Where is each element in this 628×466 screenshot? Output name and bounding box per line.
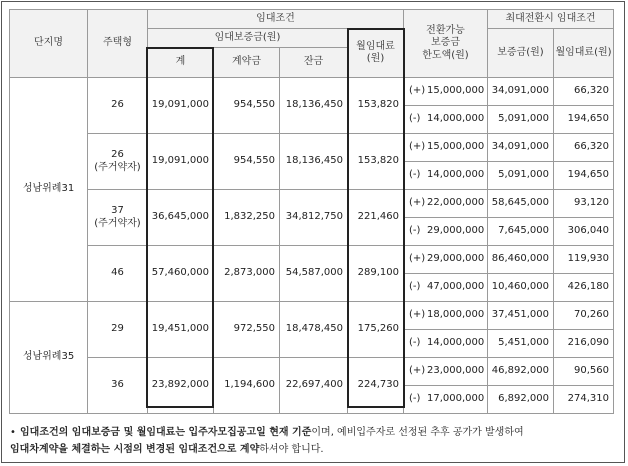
- conversion-sign: (+): [409, 309, 426, 321]
- limit-value: 18,000,000: [427, 309, 485, 321]
- header-deposit-group: 임대보증금(원): [148, 29, 348, 48]
- deposit-contract: 954,550: [214, 78, 280, 134]
- conversion-sign: (+): [409, 141, 426, 153]
- max-rent: 90,560: [554, 358, 614, 386]
- footnote: [10, 424, 620, 458]
- table-row: [10, 358, 614, 386]
- conversion-sign: (-): [409, 113, 421, 125]
- header-lease-conditions: 임대조건: [148, 10, 404, 29]
- housing-type: 26: [88, 78, 148, 134]
- monthly-rent: 153,820: [348, 78, 404, 134]
- max-rent: 306,040: [554, 218, 614, 246]
- housing-type: 37 (주거약자): [88, 190, 148, 246]
- deposit-total: 36,645,000: [148, 190, 214, 246]
- max-rent: 119,930: [554, 246, 614, 274]
- header-convertible-limit: 전환가능 보증금 한도액(원): [404, 10, 488, 78]
- conversion-sign: (+): [409, 197, 426, 209]
- header-max-conversion: 최대전환시 임대조건: [488, 10, 614, 29]
- convertible-limit: [404, 330, 488, 358]
- max-deposit: 5,091,000: [488, 106, 554, 134]
- max-deposit: 37,451,000: [488, 302, 554, 330]
- limit-value: 47,000,000: [427, 281, 485, 293]
- limit-value: 15,000,000: [427, 141, 485, 153]
- limit-value: 29,000,000: [427, 225, 485, 237]
- max-deposit: 34,091,000: [488, 134, 554, 162]
- max-rent: 426,180: [554, 274, 614, 302]
- table-row: [10, 246, 614, 274]
- note-text-2: 하셔야 합니다.: [259, 444, 324, 455]
- deposit-balance: 18,136,450: [280, 134, 348, 190]
- max-deposit: 34,091,000: [488, 78, 554, 106]
- header-monthly-rent: 월임대료 (원): [348, 29, 404, 78]
- housing-type: 26 (주거약자): [88, 134, 148, 190]
- limit-value: 29,000,000: [427, 253, 485, 265]
- table-row: [10, 78, 614, 106]
- max-deposit: 7,645,000: [488, 218, 554, 246]
- limit-value: 14,000,000: [427, 169, 485, 181]
- deposit-total: 23,892,000: [148, 358, 214, 414]
- max-rent: 70,260: [554, 302, 614, 330]
- deposit-balance: 34,812,750: [280, 190, 348, 246]
- conversion-sign: (+): [409, 365, 426, 377]
- convertible-limit: [404, 302, 488, 330]
- max-rent: 274,310: [554, 386, 614, 414]
- max-rent: 66,320: [554, 78, 614, 106]
- limit-value: 15,000,000: [427, 85, 485, 97]
- convertible-limit: [404, 78, 488, 106]
- complex-name: 성남위례35: [10, 302, 88, 414]
- conversion-sign: (-): [409, 225, 421, 237]
- deposit-contract: 2,873,000: [214, 246, 280, 302]
- housing-type: 46: [88, 246, 148, 302]
- convertible-limit: [404, 106, 488, 134]
- deposit-contract: 1,832,250: [214, 190, 280, 246]
- header-max-rent: 월임대료(원): [554, 29, 614, 78]
- convertible-limit: [404, 358, 488, 386]
- deposit-total: 19,451,000: [148, 302, 214, 358]
- monthly-rent: 153,820: [348, 134, 404, 190]
- housing-type: 36: [88, 358, 148, 414]
- convertible-limit: [404, 190, 488, 218]
- header-housing-type: 주택형: [88, 10, 148, 78]
- conversion-sign: (-): [409, 169, 421, 181]
- housing-type: 29: [88, 302, 148, 358]
- convertible-limit: [404, 386, 488, 414]
- deposit-balance: 54,587,000: [280, 246, 348, 302]
- max-deposit: 6,892,000: [488, 386, 554, 414]
- complex-name: 성남위례31: [10, 78, 88, 302]
- convertible-limit: [404, 246, 488, 274]
- convertible-limit: [404, 274, 488, 302]
- deposit-balance: 22,697,400: [280, 358, 348, 414]
- limit-value: 22,000,000: [427, 197, 485, 209]
- limit-value: 23,000,000: [427, 365, 485, 377]
- max-rent: 66,320: [554, 134, 614, 162]
- note-bold-2: 임대차계약을 체결하는 시점의 변경된 임대조건으로 계약: [10, 444, 260, 455]
- note-bullet: •: [10, 427, 16, 438]
- header-complex: 단지명: [10, 10, 88, 78]
- note-bold-1: 임대조건의 임대보증금 및 월임대료는 입주자모집공고일 현재 기준: [20, 427, 312, 438]
- table-row: [10, 302, 614, 330]
- monthly-rent: 224,730: [348, 358, 404, 414]
- header-contract: 계약금: [214, 48, 280, 78]
- header-total: 계: [148, 48, 214, 78]
- convertible-limit: [404, 218, 488, 246]
- header-max-deposit: 보증금(원): [488, 29, 554, 78]
- deposit-balance: 18,478,450: [280, 302, 348, 358]
- deposit-contract: 954,550: [214, 134, 280, 190]
- max-deposit: 5,451,000: [488, 330, 554, 358]
- conversion-sign: (+): [409, 253, 426, 265]
- header-balance: 잔금: [280, 48, 348, 78]
- max-deposit: 10,460,000: [488, 274, 554, 302]
- lease-conditions-table: [9, 9, 614, 414]
- max-deposit: 46,892,000: [488, 358, 554, 386]
- conversion-sign: (+): [409, 85, 426, 97]
- max-rent: 194,650: [554, 106, 614, 134]
- limit-value: 14,000,000: [427, 337, 485, 349]
- conversion-sign: (-): [409, 281, 421, 293]
- conversion-sign: (-): [409, 393, 421, 405]
- limit-value: 14,000,000: [427, 113, 485, 125]
- max-deposit: 86,460,000: [488, 246, 554, 274]
- monthly-rent: 175,260: [348, 302, 404, 358]
- note-text-1: 이며, 예비입주자로 선정된 추후 공가가 발생하여: [311, 427, 524, 438]
- table-row: [10, 134, 614, 162]
- max-rent: 216,090: [554, 330, 614, 358]
- deposit-total: 57,460,000: [148, 246, 214, 302]
- table-row: [10, 190, 614, 218]
- deposit-balance: 18,136,450: [280, 78, 348, 134]
- convertible-limit: [404, 162, 488, 190]
- deposit-contract: 972,550: [214, 302, 280, 358]
- limit-value: 17,000,000: [427, 393, 485, 405]
- deposit-total: 19,091,000: [148, 78, 214, 134]
- monthly-rent: 221,460: [348, 190, 404, 246]
- convertible-limit: [404, 134, 488, 162]
- conversion-sign: (-): [409, 337, 421, 349]
- max-deposit: 58,645,000: [488, 190, 554, 218]
- deposit-total: 19,091,000: [148, 134, 214, 190]
- monthly-rent: 289,100: [348, 246, 404, 302]
- max-deposit: 5,091,000: [488, 162, 554, 190]
- max-rent: 194,650: [554, 162, 614, 190]
- max-rent: 93,120: [554, 190, 614, 218]
- deposit-contract: 1,194,600: [214, 358, 280, 414]
